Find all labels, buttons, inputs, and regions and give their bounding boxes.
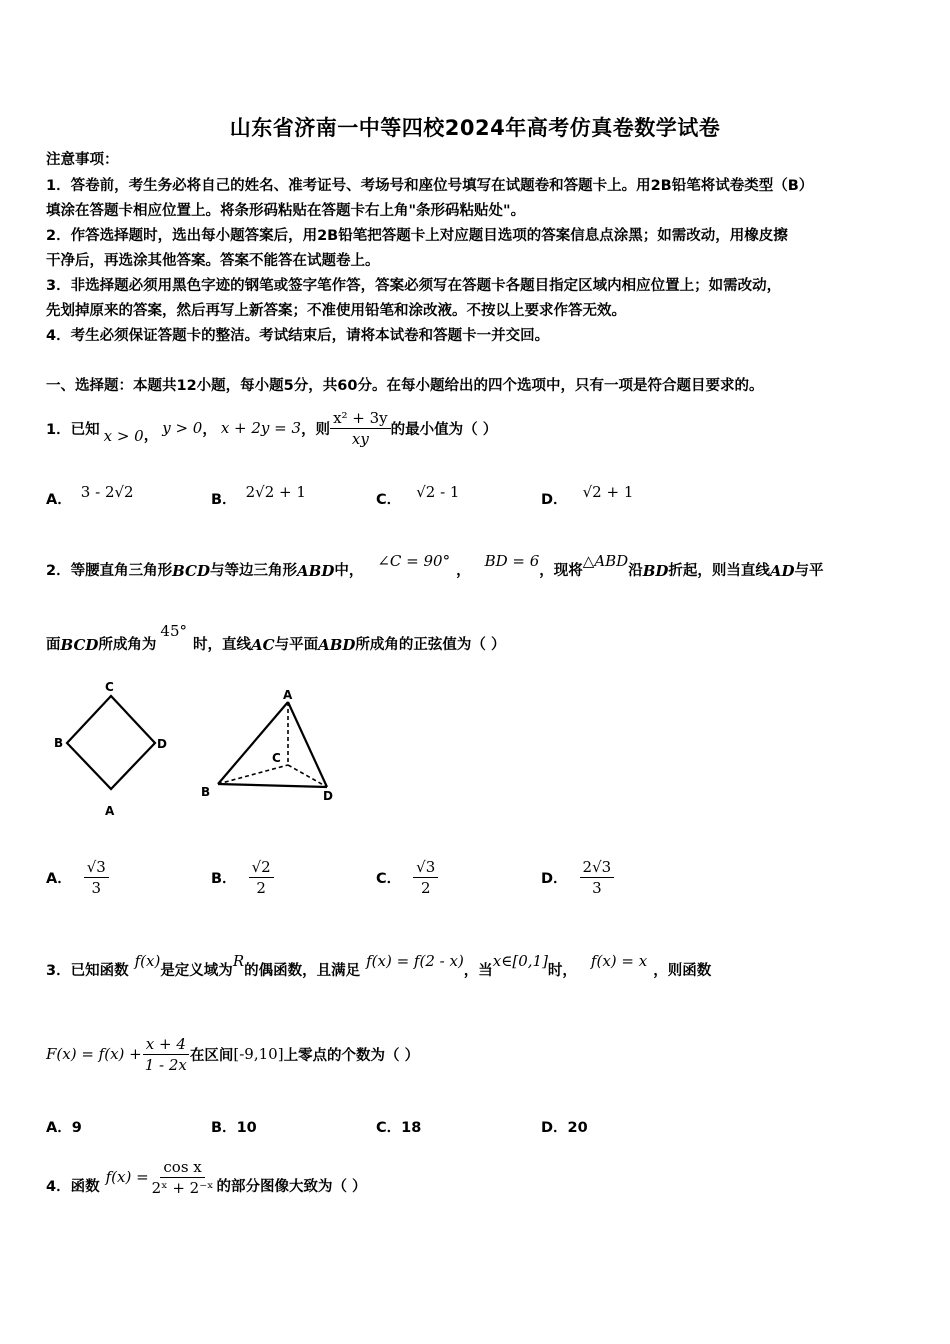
question-3-line-1 [46, 940, 906, 980]
math-F-fraction [142, 1035, 190, 1074]
option-letter: D． [541, 1120, 568, 1136]
frac-num: x + 4 [143, 1035, 189, 1055]
q1-option-c[interactable] [376, 483, 460, 509]
text: 4．函数 [46, 1178, 100, 1195]
math-F-lhs: F(x) = f(x) + [46, 1045, 142, 1063]
q1-frac-num: x² + 3y [330, 409, 391, 429]
label-b: B [54, 736, 64, 750]
notice-line-6: 先划掉原来的答案，然后再写上新答案；不准使用铅笔和涂改液。不按以上要求作答无效。 [46, 303, 626, 319]
option-letter: B． [211, 1120, 237, 1136]
text: 的偶函数，且满足 [244, 963, 361, 979]
option-value: 2√2 + 1 [245, 483, 306, 501]
q2-option-a[interactable] [46, 858, 109, 897]
option-value: 9 [71, 1120, 82, 1136]
frac-den: 2 [256, 879, 266, 897]
text: 是定义域为 [160, 963, 233, 979]
frac-den: 2ˣ + 2⁻ˣ [151, 1178, 214, 1197]
frac-num: cos x [160, 1158, 204, 1178]
q1-frac-den: xy [351, 429, 369, 448]
section-header: 一、选择题：本题共12小题，每小题5分，共60分。在每小题给出的四个选项中，只有一项是符合题目要求的。 [46, 378, 764, 394]
q3-option-d[interactable] [541, 1116, 588, 1137]
q1-cond-2: y > 0 [162, 419, 203, 437]
label-d: D [323, 789, 333, 803]
page-title: 山东省济南一中等四校2024年高考仿真卷数学试卷 [229, 116, 721, 140]
notice-line-5: 3．非选择题必须用黑色字迹的钢笔或签字笔作答，答案必须写在答题卡各题目指定区域内相应位置上；如需改动， [46, 278, 782, 294]
math-symmetry: f(x) = f(2 - x) [366, 952, 464, 970]
text: 所成角的正弦值为（ ） [355, 637, 506, 653]
q1-option-a[interactable] [46, 483, 134, 509]
math-ac: AC [251, 636, 275, 654]
label-a: A [283, 688, 293, 702]
notice-heading: 注意事项： [46, 152, 119, 168]
q2-option-d[interactable] [541, 858, 614, 897]
math-interval: [-9,10] [233, 1045, 284, 1063]
label-c: C [272, 751, 281, 765]
figure-square [54, 680, 167, 818]
q3-option-c[interactable] [376, 1116, 421, 1137]
option-value: 18 [401, 1120, 422, 1136]
q3-option-b[interactable] [211, 1116, 257, 1137]
math-abd: ABD [318, 636, 356, 654]
option-letter: A． [46, 1120, 72, 1136]
math-45-deg: 45° [160, 622, 187, 640]
option-value: √2 + 1 [582, 483, 634, 501]
option-letter: C． [376, 1120, 402, 1136]
option-letter: D． [541, 871, 568, 887]
frac-num: √3 [84, 858, 109, 878]
text: 2．等腰直角三角形 [46, 563, 173, 579]
q2-option-c[interactable] [376, 858, 438, 897]
q1-suffix: 的最小值为（ ） [390, 421, 498, 438]
math-bcd: BCD [60, 636, 99, 654]
math-r: R [232, 952, 245, 970]
option-letter: C． [376, 492, 402, 508]
notice-line-3: 2．作答选择题时，选出每小题答案后，用2B铅笔把答题卡上对应题目选项的答案信息点涂黑；如需改动，用橡皮擦 [46, 228, 788, 244]
q1-cond-1: x > 0 [103, 427, 144, 445]
text: 沿 [628, 563, 643, 579]
notice-line-4: 干净后，再选涂其他答案。答案不能答在试题卷上。 [46, 253, 380, 269]
text: 在区间 [189, 1047, 234, 1064]
option-value: 10 [236, 1120, 257, 1136]
q1-then: ，则 [301, 421, 331, 438]
frac-num: 2√3 [580, 858, 615, 878]
math-abd: ABD [297, 562, 335, 580]
option-value: 20 [567, 1120, 588, 1136]
math-fx-eq-x: f(x) = x [590, 952, 648, 970]
question-1: 1．已知 x > 0 ， y > 0 ， x + 2y = 3 ，则 $\frac{\text{x² + 3y}}{xy}$ 的最小值为（ ） [46, 408, 498, 448]
q3-option-a[interactable] [46, 1116, 82, 1137]
q1-option-d[interactable] [541, 483, 634, 509]
frac-den: 3 [91, 879, 102, 897]
option-value: √2 - 1 [416, 483, 460, 501]
math-bcd: BCD [172, 562, 210, 580]
math-bd: BD = 6 [484, 552, 540, 570]
frac-num: √3 [413, 858, 438, 878]
q1-fraction [330, 409, 391, 448]
figure-pyramid [201, 688, 333, 803]
question-2-line-2 [46, 614, 906, 654]
option-letter: B． [211, 871, 237, 887]
question-3-line-2 [46, 1030, 906, 1078]
text: 与平 [794, 563, 824, 579]
text: 3．已知函数 [46, 963, 129, 979]
text: 所成角为 [98, 637, 157, 653]
option-fraction [249, 858, 274, 897]
notice-line-2: 填涂在答题卡相应位置上。将条形码粘贴在答题卡右上角"条形码粘贴处"。 [46, 203, 526, 219]
text: ，现将 [539, 563, 583, 579]
option-letter: D． [541, 492, 568, 508]
option-letter: C． [376, 871, 402, 887]
notice-line-7: 4．考生必须保证答题卡的整洁。考试结束后，请将本试卷和答题卡一并交回。 [46, 328, 550, 344]
math-bd: BD [642, 562, 669, 580]
question-4 [46, 1152, 906, 1202]
option-letter: A． [46, 871, 72, 887]
math-ad: AD [769, 562, 795, 580]
math-fraction [149, 1158, 217, 1197]
label-b: B [201, 785, 211, 799]
option-letter: B． [211, 492, 237, 508]
text: ，当 [463, 963, 493, 979]
q1-prefix: 1．已知 [46, 421, 100, 438]
option-letter: A． [46, 492, 72, 508]
text: 与平面 [274, 637, 319, 653]
option-fraction [413, 858, 438, 897]
text: 中， [334, 563, 364, 579]
q2-figures [46, 672, 346, 822]
text: 的部分图像大致为（ ） [216, 1178, 367, 1195]
math-triangle-abd: △ABD [582, 552, 629, 570]
math-angle-c: ∠C = 90° [377, 552, 451, 570]
option-value: 3 - 2√2 [80, 483, 134, 501]
frac-den: 1 - 2x [144, 1055, 187, 1074]
frac-num: √2 [249, 858, 274, 878]
text: 面 [46, 637, 61, 653]
text: 时，直线 [193, 637, 251, 653]
q2-option-b[interactable] [211, 858, 274, 897]
label-d: D [157, 737, 167, 751]
label-a: A [105, 804, 115, 818]
text: 与等边三角形 [210, 563, 297, 579]
q1-cond-3: x + 2y = 3 [220, 419, 302, 437]
math-fx: f(x) [134, 952, 161, 970]
option-fraction [84, 858, 109, 897]
label-c: C [105, 680, 114, 694]
frac-den: 2 [420, 879, 431, 897]
text: 时， [547, 963, 577, 979]
frac-den: 3 [592, 879, 602, 897]
text: ，则函数 [653, 963, 712, 979]
math-domain: x∈[0,1] [492, 952, 548, 970]
option-fraction [580, 858, 615, 897]
q1-option-b[interactable] [211, 483, 306, 509]
math-fx-lhs: f(x) = [105, 1168, 149, 1186]
text: 上零点的个数为（ ） [283, 1047, 420, 1064]
notice-line-1: 1．答卷前，考生务必将自己的姓名、准考证号、考场号和座位号填写在试题卷和答题卡上。用2B铅笔将试卷类型（B） [46, 178, 814, 194]
text: 折起，则当直线 [668, 563, 770, 579]
question-2-line-1: 2．等腰直角三角形 BCD 与等边三角形 ABD 中， ∠C = 90° ， BD = 6 ，现将 △ABD 沿 BD 折起，则当直线 AD 与平 [46, 552, 824, 580]
